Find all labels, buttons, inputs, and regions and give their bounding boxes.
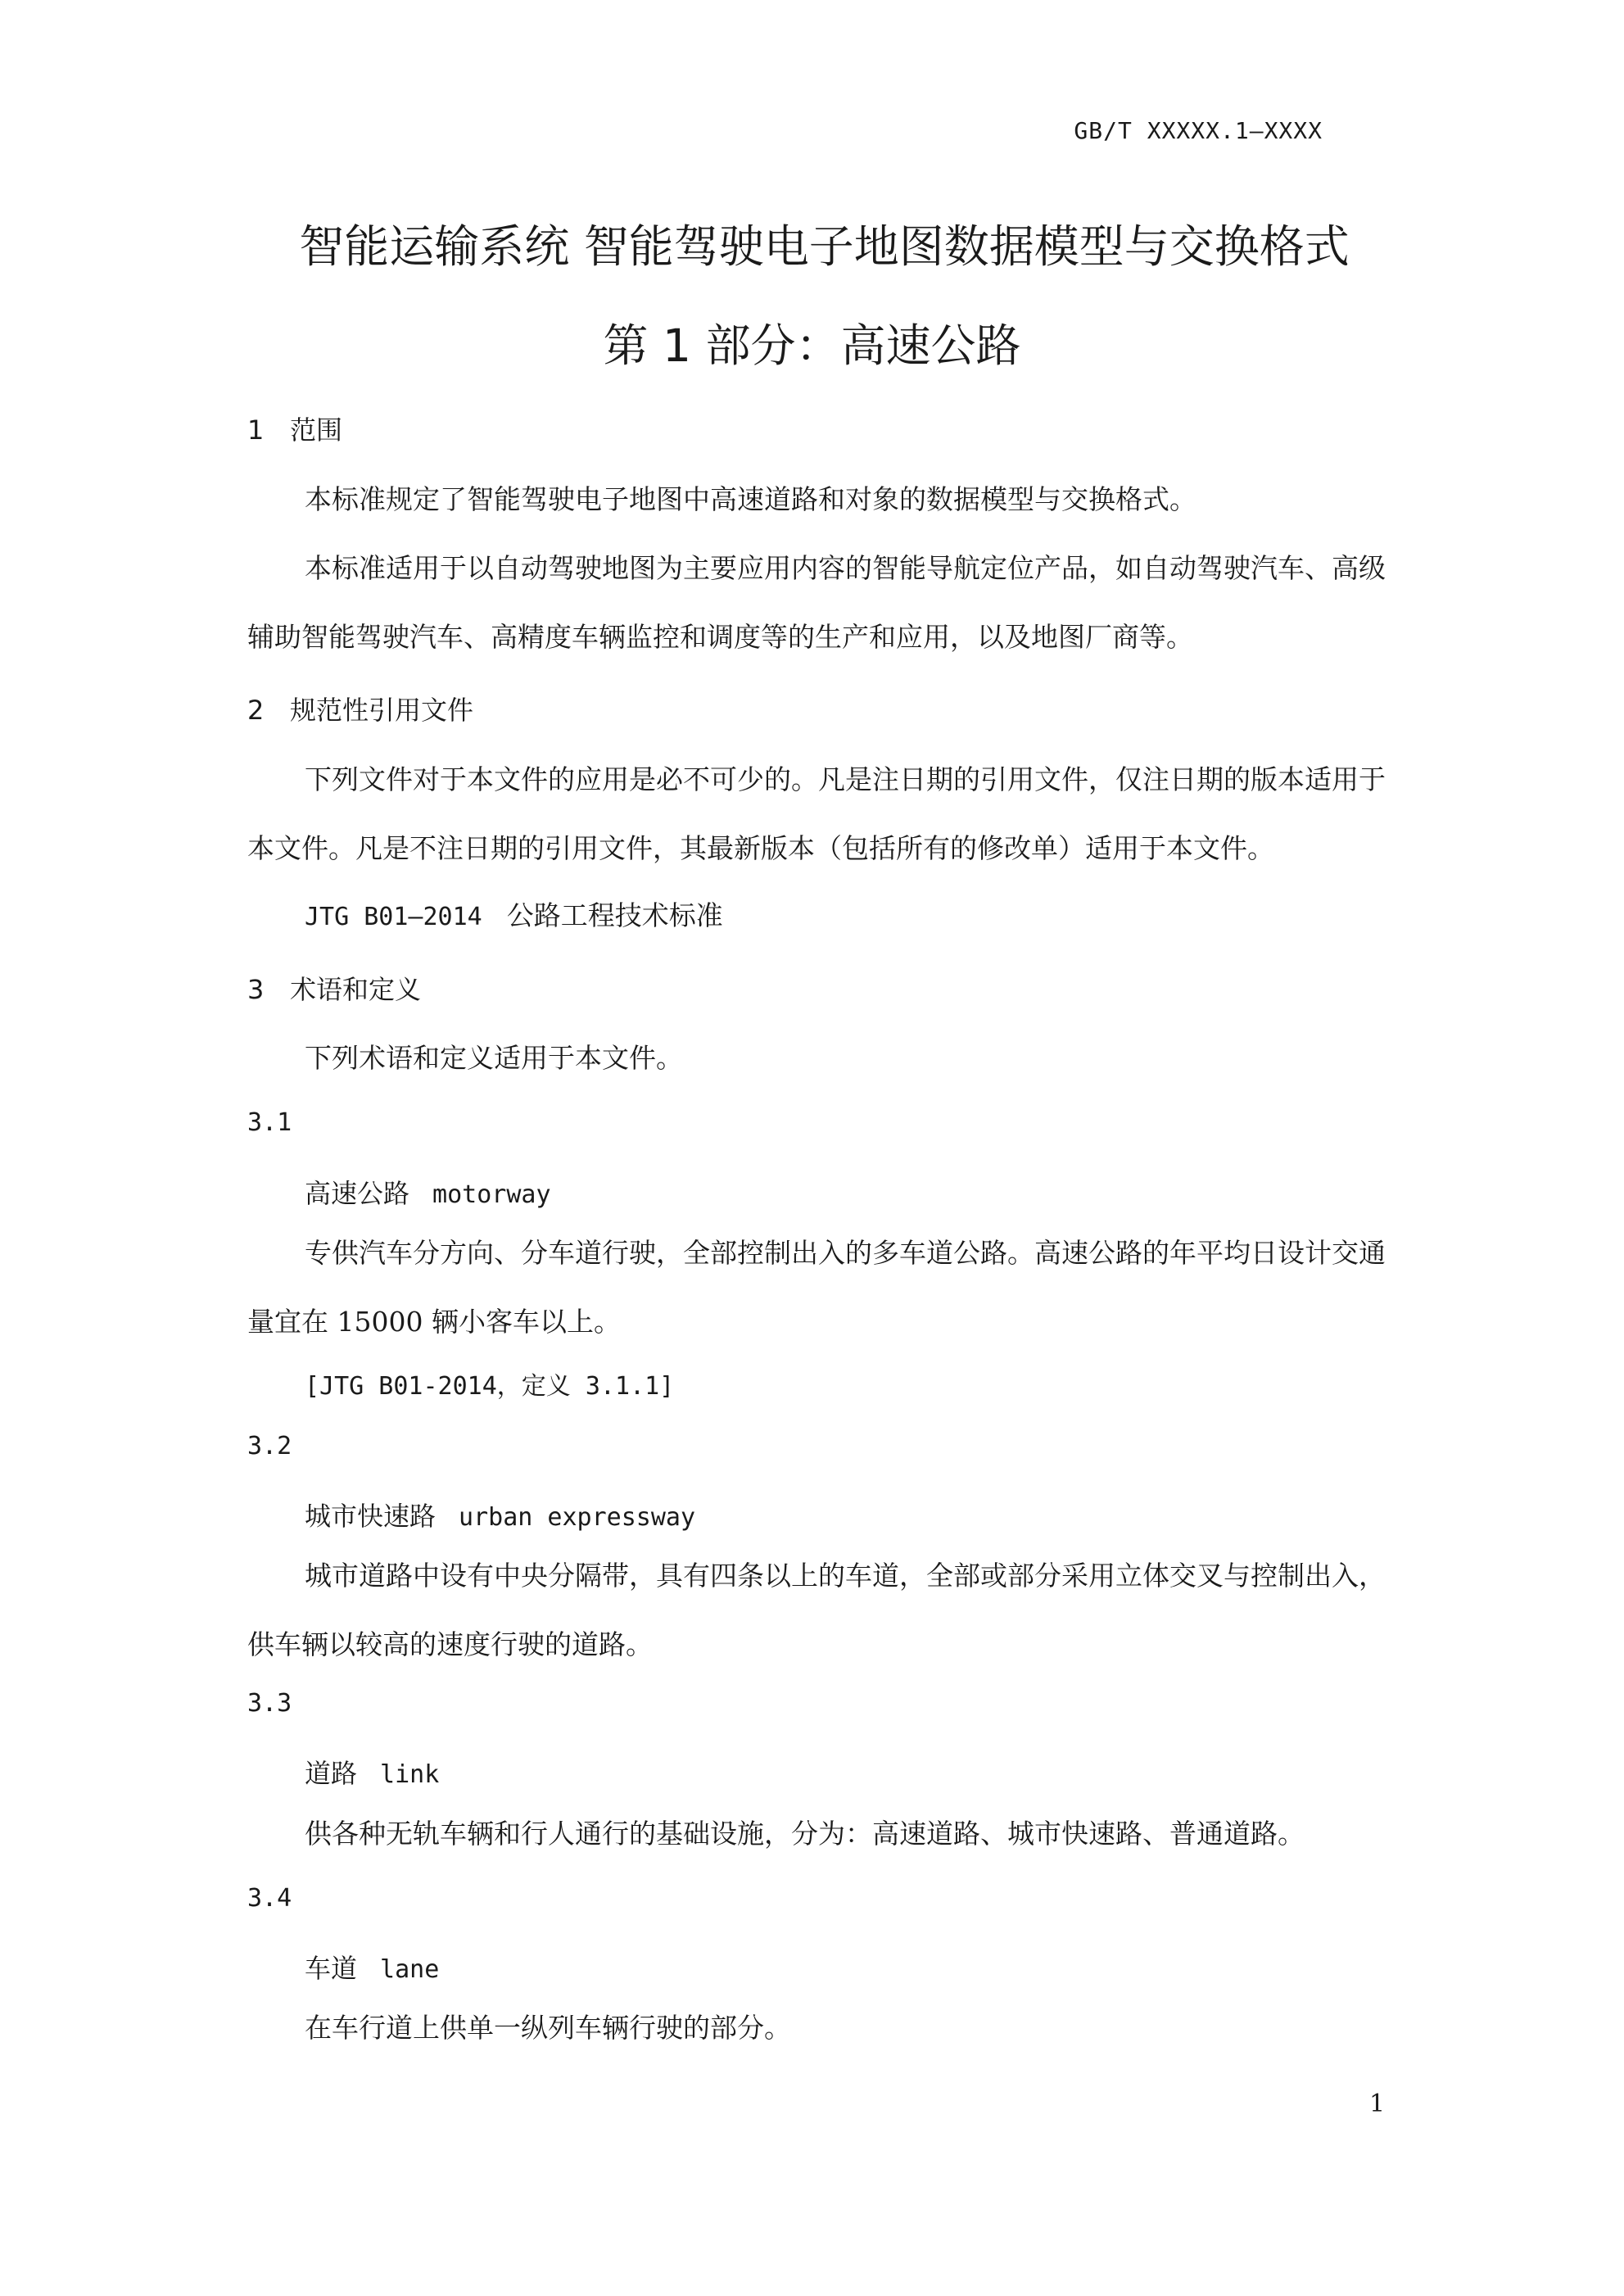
document-subtitle: 第 1 部分：高速公路 <box>603 319 1021 372</box>
section-title: 范围 <box>290 414 343 446</box>
term-definition: 专供汽车分方向、分车道行驶，全部控制出入的多车道公路。高速公路的年平均日设计交通量宜在 15000 辆小客车以上。 <box>247 1237 1386 1338</box>
term-en: urban expressway <box>459 1503 695 1532</box>
document-title: 智能运输系统 智能驾驶电子地图数据模型与交换格式 <box>299 220 1350 273</box>
section-3-heading <box>247 969 421 1007</box>
section-1-heading <box>247 410 342 447</box>
term-en: motorway <box>432 1180 551 1209</box>
clause-number: 3.4 <box>247 1884 292 1913</box>
terms-intro: 下列术语和定义适用于本文件。 <box>305 1042 683 1074</box>
term-entry <box>305 1753 439 1791</box>
section-number: 2 <box>247 695 265 726</box>
section-title: 规范性引用文件 <box>290 695 474 726</box>
term-zh: 车道 <box>305 1953 358 1984</box>
term-entry <box>305 1496 695 1533</box>
term-zh: 城市快速路 <box>305 1501 437 1532</box>
section-number: 1 <box>247 414 265 446</box>
clause-number: 3.2 <box>247 1432 292 1460</box>
term-definition: 供各种无轨车辆和行人通行的基础设施，分为：高速道路、城市快速路、普通道路。 <box>305 1818 1305 1850</box>
clause-number: 3.1 <box>247 1108 292 1137</box>
scope-paragraph-1: 本标准规定了智能驾驶电子地图中高速道路和对象的数据模型与交换格式。 <box>305 483 1197 515</box>
clause-number: 3.3 <box>247 1689 292 1718</box>
term-entry <box>305 1948 439 1986</box>
normative-reference <box>305 894 723 933</box>
section-2-heading <box>247 690 473 727</box>
reference-code: JTG B01—2014 <box>305 903 482 931</box>
section-number: 3 <box>247 974 265 1005</box>
reference-title: 公路工程技术标准 <box>506 899 723 931</box>
scope-paragraph-2: 本标准适用于以自动驾驶地图为主要应用内容的智能导航定位产品，如自动驾驶汽车、高级辅助智能驾驶汽车、高精度车辆监控和调度等的生产和应用，以及地图厂商等。 <box>247 552 1386 653</box>
term-entry <box>305 1173 551 1211</box>
term-source: [JTG B01-2014，定义 3.1.1] <box>305 1372 675 1401</box>
document-code: GB/T XXXXX.1—XXXX <box>1074 117 1323 144</box>
term-zh: 高速公路 <box>305 1178 410 1209</box>
normative-paragraph: 下列文件对于本文件的应用是必不可少的。凡是注日期的引用文件，仅注日期的版本适用于本文件。凡是不注日期的引用文件，其最新版本（包括所有的修改单）适用于本文件。 <box>247 763 1386 864</box>
term-definition: 在车行道上供单一纵列车辆行驶的部分。 <box>305 2012 791 2044</box>
term-definition: 城市道路中设有中央分隔带，具有四条以上的车道，全部或部分采用立体交叉与控制出入，供车辆以较高的速度行驶的道路。 <box>247 1560 1386 1660</box>
term-en: lane <box>380 1955 440 1984</box>
term-zh: 道路 <box>305 1758 358 1789</box>
section-title: 术语和定义 <box>290 974 422 1005</box>
term-en: link <box>380 1760 440 1789</box>
page-number: 1 <box>1369 2090 1386 2118</box>
